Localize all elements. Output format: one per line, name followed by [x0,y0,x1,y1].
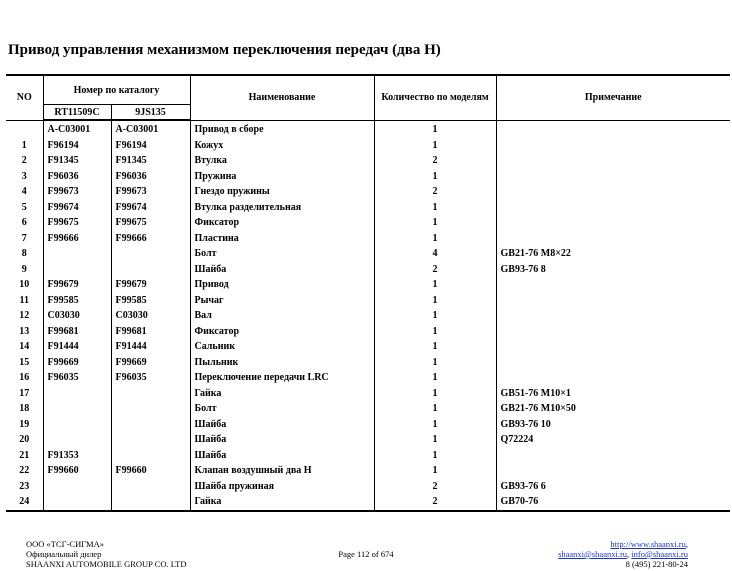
row-name: Болт [190,246,374,262]
row-part-rt11509c [43,386,111,402]
row-qty: 2 [374,494,496,511]
row-part-9js135: F96035 [111,370,190,386]
row-part-9js135 [111,479,190,495]
header-model-a: RT11509C [43,105,111,121]
footer-company: ООО «ТСГ-СИГМА» [26,539,104,549]
row-part-rt11509c [43,262,111,278]
row-qty: 1 [374,339,496,355]
row-qty: 2 [374,479,496,495]
footer-group: SHAANXI AUTOMOBILE GROUP CO. LTD [26,559,187,569]
row-part-9js135 [111,432,190,448]
footer-phone: 8 (495) 221-80-24 [625,559,688,569]
row-no: 13 [6,324,43,340]
row-no: 3 [6,169,43,185]
footer-email-link-1[interactable]: shaanxi@shaanxi.ru [558,549,628,559]
table-row [6,401,730,417]
row-part-rt11509c: F99660 [43,463,111,479]
row-name: Гайка [190,494,374,511]
row-qty: 2 [374,184,496,200]
row-part-9js135: F99679 [111,277,190,293]
table-row [6,138,730,154]
row-note: Q72224 [496,432,730,448]
footer-right: http://www.shaanxi.ru, shaanxi@shaanxi.ru, info@shaanxi.ru 8 (495) 221-80-24 [558,539,688,569]
table-body [6,120,730,511]
row-name: Привод в сборе [190,120,374,138]
table-row [6,448,730,464]
row-note: GB93-76 10 [496,417,730,433]
row-part-rt11509c: F99674 [43,200,111,216]
row-part-9js135: F99669 [111,355,190,371]
row-note [496,293,730,309]
row-name: Шайба пружиная [190,479,374,495]
header-qty: Количество по моделям [374,75,496,120]
row-part-rt11509c: C03030 [43,308,111,324]
row-no: 15 [6,355,43,371]
row-no: 7 [6,231,43,247]
row-no: 16 [6,370,43,386]
row-name: Гнездо пружины [190,184,374,200]
row-note [496,169,730,185]
row-qty: 1 [374,355,496,371]
row-note: GB21-76 M10×50 [496,401,730,417]
table-row [6,370,730,386]
row-part-9js135 [111,448,190,464]
row-note: GB51-76 M10×1 [496,386,730,402]
table-row [6,246,730,262]
row-part-rt11509c [43,494,111,511]
table-row [6,200,730,216]
row-part-rt11509c [43,401,111,417]
row-qty: 1 [374,308,496,324]
row-qty: 1 [374,120,496,138]
row-no: 21 [6,448,43,464]
row-name: Вал [190,308,374,324]
table-row [6,339,730,355]
row-name: Шайба [190,262,374,278]
page-title: Привод управления механизмом переключения передач (два H) [8,42,441,58]
row-part-rt11509c: A-C03001 [43,120,111,138]
row-part-9js135: F91444 [111,339,190,355]
row-note [496,463,730,479]
row-name: Пыльник [190,355,374,371]
row-note [496,200,730,216]
table-row [6,417,730,433]
row-qty: 1 [374,401,496,417]
table-row [6,308,730,324]
row-note [496,120,730,138]
row-no: 23 [6,479,43,495]
row-part-9js135: F99666 [111,231,190,247]
row-note: GB70-76 [496,494,730,511]
table-row [6,262,730,278]
row-qty: 4 [374,246,496,262]
row-note [496,370,730,386]
row-part-rt11509c: F91353 [43,448,111,464]
row-qty: 2 [374,262,496,278]
row-note: GB93-76 8 [496,262,730,278]
row-part-9js135: F96194 [111,138,190,154]
row-name: Переключение передачи LRC [190,370,374,386]
row-part-rt11509c [43,432,111,448]
row-note [496,308,730,324]
row-part-9js135: F99673 [111,184,190,200]
header-no: NO [6,75,43,120]
table-header [6,75,730,120]
row-no: 4 [6,184,43,200]
row-no: 1 [6,138,43,154]
row-part-9js135 [111,401,190,417]
row-note [496,339,730,355]
row-no [6,120,43,138]
row-no: 10 [6,277,43,293]
row-name: Втулка [190,153,374,169]
row-qty: 1 [374,448,496,464]
table-row [6,463,730,479]
row-note: GB93-76 6 [496,479,730,495]
row-no: 18 [6,401,43,417]
row-no: 5 [6,200,43,216]
parts-table [6,74,730,512]
row-name: Сальник [190,339,374,355]
row-part-rt11509c: F99675 [43,215,111,231]
row-name: Шайба [190,448,374,464]
row-part-9js135: F96036 [111,169,190,185]
row-name: Пружина [190,169,374,185]
row-part-rt11509c: F96035 [43,370,111,386]
row-part-9js135: F99674 [111,200,190,216]
table-row [6,169,730,185]
row-name: Клапан воздушный два H [190,463,374,479]
header-catalog: Номер по каталогу [43,75,190,105]
row-name: Фиксатор [190,215,374,231]
row-note [496,215,730,231]
row-qty: 1 [374,215,496,231]
row-name: Гайка [190,386,374,402]
row-qty: 1 [374,432,496,448]
table-row [6,120,730,138]
table-row [6,324,730,340]
row-part-9js135 [111,246,190,262]
row-note [496,153,730,169]
row-part-9js135: A-C03001 [111,120,190,138]
row-no: 17 [6,386,43,402]
row-qty: 2 [374,153,496,169]
header-model-b: 9JS135 [111,105,190,121]
row-part-9js135: F91345 [111,153,190,169]
row-name: Привод [190,277,374,293]
row-name: Пластина [190,231,374,247]
row-part-9js135 [111,262,190,278]
row-name: Втулка разделительная [190,200,374,216]
row-name: Кожух [190,138,374,154]
row-name: Шайба [190,432,374,448]
table-row [6,231,730,247]
row-part-9js135: F99681 [111,324,190,340]
row-part-9js135: F99675 [111,215,190,231]
row-part-rt11509c [43,417,111,433]
row-qty: 1 [374,169,496,185]
row-no: 19 [6,417,43,433]
row-part-rt11509c: F99669 [43,355,111,371]
row-no: 11 [6,293,43,309]
row-note: GB21-76 M8×22 [496,246,730,262]
row-note [496,184,730,200]
row-no: 12 [6,308,43,324]
row-part-rt11509c: F91345 [43,153,111,169]
table-row [6,386,730,402]
row-note [496,231,730,247]
row-qty: 1 [374,324,496,340]
row-no: 22 [6,463,43,479]
header-name: Наименование [190,75,374,120]
row-no: 8 [6,246,43,262]
table-row [6,184,730,200]
row-name: Болт [190,401,374,417]
row-note [496,448,730,464]
row-name: Шайба [190,417,374,433]
row-note [496,324,730,340]
row-no: 14 [6,339,43,355]
row-note [496,355,730,371]
row-no: 2 [6,153,43,169]
row-part-9js135: C03030 [111,308,190,324]
row-name: Фиксатор [190,324,374,340]
row-qty: 1 [374,200,496,216]
row-qty: 1 [374,138,496,154]
table-row [6,215,730,231]
row-no: 9 [6,262,43,278]
table-row [6,494,730,511]
row-part-9js135: F99585 [111,293,190,309]
row-part-rt11509c: F99673 [43,184,111,200]
row-part-rt11509c: F96194 [43,138,111,154]
footer-email-link-2[interactable]: info@shaanxi.ru [631,549,688,559]
row-note [496,138,730,154]
row-part-rt11509c: F99679 [43,277,111,293]
row-qty: 1 [374,277,496,293]
row-note [496,277,730,293]
table-row [6,355,730,371]
row-part-9js135 [111,494,190,511]
row-part-rt11509c: F99585 [43,293,111,309]
row-qty: 1 [374,417,496,433]
row-part-rt11509c: F96036 [43,169,111,185]
row-part-9js135 [111,386,190,402]
table-row [6,479,730,495]
row-qty: 1 [374,463,496,479]
row-part-rt11509c [43,479,111,495]
row-part-9js135: F99660 [111,463,190,479]
row-part-rt11509c: F91444 [43,339,111,355]
footer-site-link[interactable]: http://www.shaanxi.ru [610,539,686,549]
table-row [6,277,730,293]
row-part-rt11509c: F99681 [43,324,111,340]
row-part-rt11509c: F99666 [43,231,111,247]
row-qty: 1 [374,293,496,309]
row-part-9js135 [111,417,190,433]
footer-dealer: Официальный дилер [26,549,102,559]
row-part-rt11509c [43,246,111,262]
row-no: 6 [6,215,43,231]
row-qty: 1 [374,370,496,386]
row-no: 20 [6,432,43,448]
row-name: Рычаг [190,293,374,309]
row-qty: 1 [374,386,496,402]
table-row [6,432,730,448]
footer-page-number: Page 112 of 674 [338,549,394,559]
table-row [6,293,730,309]
header-note: Примечание [496,75,730,120]
row-qty: 1 [374,231,496,247]
table-row [6,153,730,169]
row-no: 24 [6,494,43,511]
